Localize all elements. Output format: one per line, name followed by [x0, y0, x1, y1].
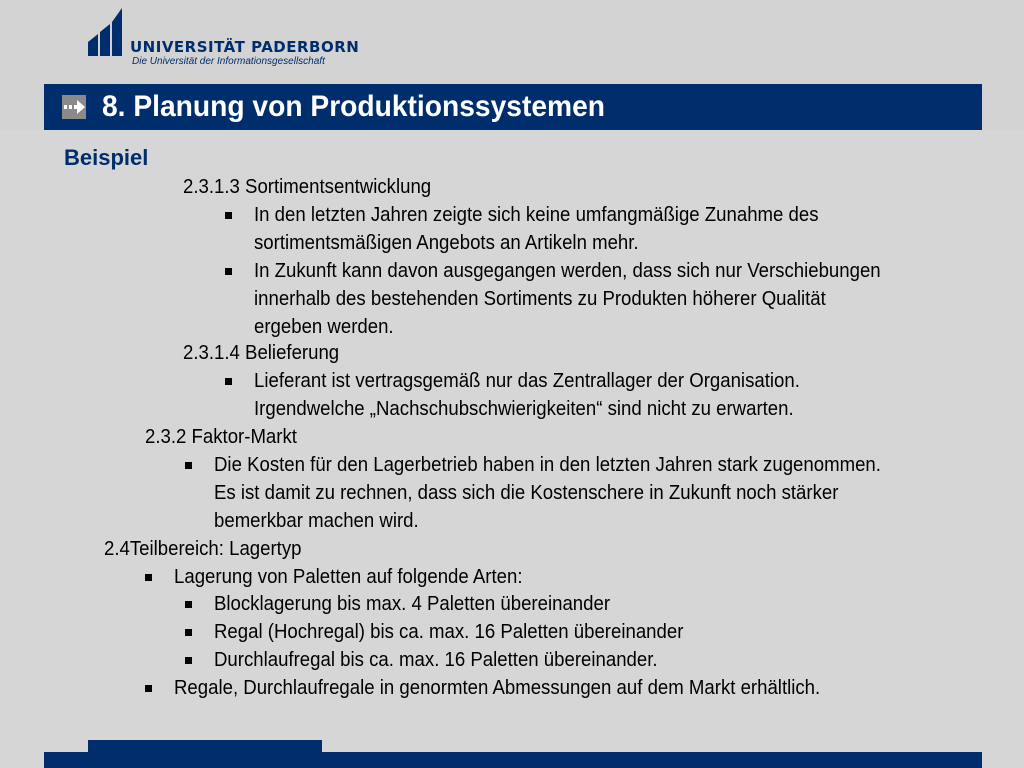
- bullet-text: Regal (Hochregal) bis ca. max. 16 Paletten übereinander: [214, 621, 684, 643]
- footer-bar: [44, 752, 982, 768]
- bullet-marker: [225, 268, 232, 275]
- bullet-marker: [145, 685, 152, 692]
- bullet-text: Lagerung von Paletten auf folgende Arten:: [174, 566, 523, 588]
- bullet-marker: [185, 601, 192, 608]
- bullet-marker: [185, 657, 192, 664]
- right-margin: [982, 130, 1024, 768]
- bullet-marker: [145, 574, 152, 581]
- university-tagline: Die Universität der Informationsgesellschaft: [132, 56, 325, 67]
- bullet-marker: [185, 462, 192, 469]
- slide-title: 8. Planung von Produktionssystemen: [102, 90, 606, 123]
- bullet-text-continued: Irgendwelche „Nachschubschwierigkeiten“ sind nicht zu erwarten.: [254, 398, 794, 420]
- subsection-heading: 2.3.1.4 Belieferung: [183, 342, 340, 364]
- subsection-heading: 2.3.1.3 Sortimentsentwicklung: [183, 176, 432, 198]
- bullet-text-continued: bemerkbar machen wird.: [214, 510, 419, 532]
- bullet-text-continued: ergeben werden.: [254, 316, 394, 338]
- bullet-marker: [185, 629, 192, 636]
- subsection-heading: 2.4Teilbereich: Lagertyp: [104, 538, 302, 560]
- bullet-text: Blocklagerung bis max. 4 Paletten übereinander: [214, 593, 611, 615]
- footer-tab: [88, 740, 322, 752]
- bullet-text: Lieferant ist vertragsgemäß nur das Zentrallager der Organisation.: [254, 370, 800, 392]
- bullet-text-continued: sortimentsmäßigen Angebots an Artikeln mehr.: [254, 232, 639, 254]
- bullet-marker: [225, 212, 232, 219]
- bullet-text-continued: Es ist damit zu rechnen, dass sich die Kostenschere in Zukunft noch stärker: [214, 482, 839, 504]
- section-heading: Beispiel: [64, 145, 149, 170]
- arrow-icon: [62, 95, 86, 119]
- university-name: UNIVERSITÄT PADERBORN: [130, 38, 360, 56]
- bullet-text: In Zukunft kann davon ausgegangen werden, dass sich nur Verschiebungen: [254, 260, 881, 282]
- subsection-heading: 2.3.2 Faktor-Markt: [145, 426, 297, 448]
- bullet-text: Die Kosten für den Lagerbetrieb haben in den letzten Jahren stark zugenommen.: [214, 454, 881, 476]
- bullet-text: In den letzten Jahren zeigte sich keine umfangmäßige Zunahme des: [254, 204, 819, 226]
- university-logo-icon: [86, 6, 126, 58]
- bullet-text-continued: innerhalb des bestehenden Sortiments zu Produkten höherer Qualität: [254, 288, 826, 310]
- bullet-text: Durchlaufregal bis ca. max. 16 Paletten übereinander.: [214, 649, 658, 671]
- bullet-text: Regale, Durchlaufregale in genormten Abmessungen auf dem Markt erhältlich.: [174, 677, 821, 699]
- bullet-marker: [225, 378, 232, 385]
- title-bar: [44, 84, 982, 130]
